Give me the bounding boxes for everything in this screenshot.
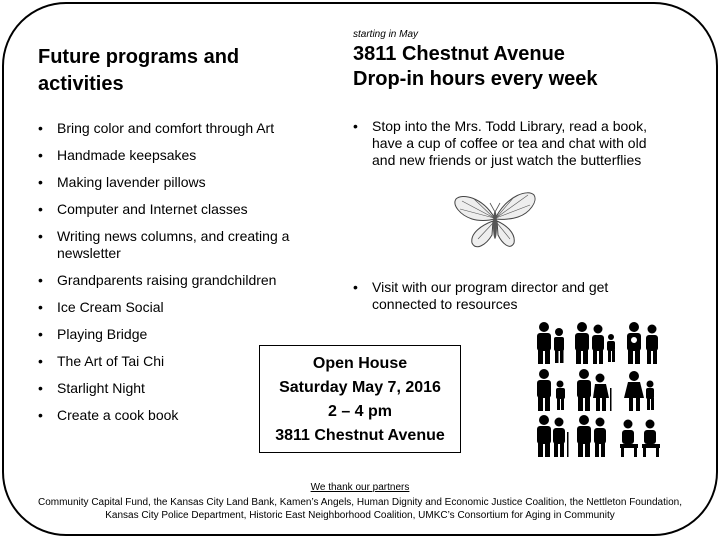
list-item: • Bring color and comfort through Art [38,120,328,137]
drop-in-list-2 [353,279,663,313]
people-group-icon [627,322,658,364]
people-group-icon [577,415,606,457]
starting-note: starting in May [353,29,419,40]
people-group-icon [537,322,564,364]
future-programs-title [38,44,328,98]
list-item: • Create a cook book [38,407,328,424]
open-house-address: 3811 Chestnut Avenue [275,427,445,444]
drop-in-title [353,42,683,92]
list-item: • Ice Cream Social [38,299,328,316]
list-item: • Computer and Internet classes [38,201,328,218]
title-line-2: Drop-in hours every week [353,68,598,90]
partners-text: Community Capital Fund, the Kansas City Land Bank, Kamen’s Angels, Human Dignity and Economic Justice Coalition, the Nettleton Foundation, Kansas City Police Department, Historic East Neighborhood Coalition, UMKC’s Consortium for Aging in Community [37,497,683,521]
people-group-icon [537,415,569,457]
partners-heading: We thank our partners [310,482,410,493]
title-line-2: activities [38,73,124,95]
people-group-icon [575,322,615,364]
list-item: • Grandparents raising grandchildren [38,272,328,289]
people-group-icon [624,371,654,411]
people-group-icon [620,420,660,458]
open-house-date: Saturday May 7, 2016 [279,379,441,396]
people-group-icon [577,369,612,411]
butterfly-icon [452,185,538,255]
open-house-title: Open House [312,355,408,372]
list-item: • Making lavender pillows [38,174,328,191]
drop-in-section [353,28,683,312]
drop-in-list-1 [353,118,653,169]
list-item: • Visit with our program director and get connected to resources [353,279,663,313]
list-item: • Writing news columns, and creating a newsletter [38,228,328,262]
list-item: • Stop into the Mrs. Todd Library, read a book, have a cup of coffee or tea and chat with old and new friends or just watch the butterflies [353,118,653,169]
list-item: • Playing Bridge [38,326,328,343]
title-line-1: Future programs and [38,46,240,68]
open-house-time: 2 – 4 pm [327,403,393,420]
title-line-1: 3811 Chestnut Avenue [353,43,565,65]
partners-footer [20,481,700,522]
list-item: • Starlight Night [38,380,328,397]
family-people-icons [532,318,680,458]
open-house-box [259,345,461,453]
people-group-icon [537,369,565,411]
list-item: • Handmade keepsakes [38,147,328,164]
list-item: • The Art of Tai Chi [38,353,328,370]
